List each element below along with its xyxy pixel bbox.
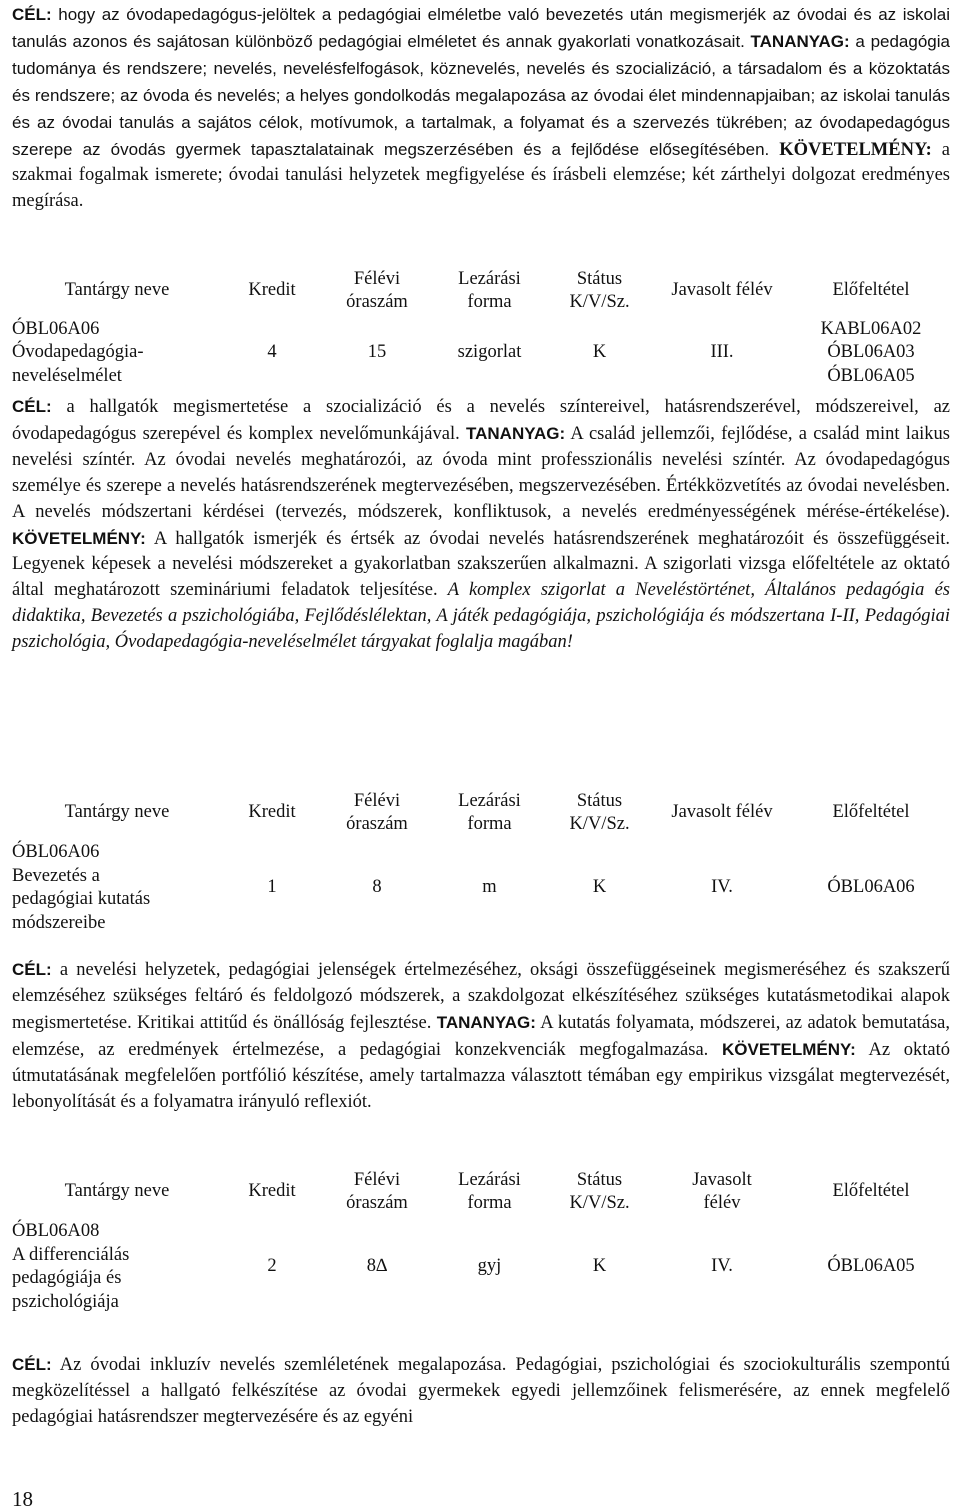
course-header-row: [12, 266, 950, 316]
header-forma: Lezárási forma: [458, 1169, 521, 1213]
cel-text: a hallgatók megismertetése a szocializáció és a nevelés színtereivel, hatásrendszerével, módszereivel, az óvodapedagógus szerepével és komplex nevelőmunkájával.: [12, 397, 950, 444]
course-oraszam: 8∆: [366, 1256, 388, 1277]
header-elofeltetel: Előfeltétel: [832, 280, 910, 301]
header-statusz: Státus K/V/Sz.: [569, 268, 630, 312]
header-felev: Javasolt félév: [692, 1169, 752, 1213]
header-oraszam: Félévi óraszám: [346, 268, 408, 312]
header-name: Tantárgy neve: [64, 802, 170, 823]
header-statusz: Státus K/V/Sz.: [569, 1169, 630, 1213]
header-felev: Javasolt félév: [671, 802, 773, 823]
course-header-row: [12, 1167, 950, 1217]
course-kredit: 4: [267, 342, 277, 363]
course-name-cell: [12, 1217, 222, 1317]
course-elofeltetel: ÓBL06A06: [827, 877, 915, 898]
header-elofeltetel: Előfeltétel: [832, 1181, 910, 1202]
course-name-line: módszereibe: [12, 912, 106, 933]
page-number: 18: [12, 1487, 33, 1511]
course-oraszam: 8: [372, 877, 382, 898]
header-forma: Lezárási forma: [458, 790, 521, 834]
intro-paragraph: [12, 2, 950, 215]
course-name-line: pedagógiai kutatás: [12, 889, 151, 909]
course-felev: III.: [710, 342, 734, 363]
header-forma: Lezárási forma: [458, 268, 521, 312]
course-3-description: [12, 1352, 950, 1431]
tananyag-label: TANANYAG:: [465, 423, 566, 443]
course-header-row: [12, 788, 950, 838]
header-oraszam: Félévi óraszám: [346, 1169, 408, 1213]
kovetelmeny-label: KÖVETELMÉNY:: [721, 1039, 856, 1059]
tananyag-label: TANANYAG:: [750, 31, 850, 51]
course-elofeltetel: KABL06A02 ÓBL06A03 ÓBL06A05: [820, 318, 922, 386]
cel-text: a nevelési helyzetek, pedagógiai jelenségek értelmezéséhez, oksági összefüggéseinek megismeréséhez és szakszerű elemzéséhez szükséges feltáró és feldolgozó módszerek, a szakdolgozat elkészítéséhez szükséges kutatásmetodikai alapok megismertetése. Kritikai attitűd és önállóság fejlesztése.: [12, 960, 950, 1033]
course-2-description: [12, 957, 950, 1115]
course-name-line: Bevezetés a: [12, 865, 100, 886]
kovetelmeny-text: Az oktató útmutatásának megfelelően portfólió készítése, amely tartalmazza választott témában egy empirikus vizsgálat megtervezését, lebonyolítását és a folyamatra irányuló reflexiót.: [12, 1039, 950, 1112]
header-kredit: Kredit: [248, 802, 296, 823]
course-felev: IV.: [711, 877, 733, 898]
course-forma: szigorlat: [457, 342, 522, 363]
cel-text: hogy az óvodapedagógus-jelöltek a pedagógiai elméletbe való bevezetés után megismerjék az óvodai és az iskolai tanulás azonos és sajátosan különböző pedagógiai elméletet és annak gyakorlati vonatkozásait.: [12, 5, 950, 51]
course-code: ÓBL06A06: [12, 842, 100, 862]
course-code: ÓBL06A06: [12, 318, 100, 339]
header-elofeltetel: Előfeltétel: [832, 802, 910, 823]
course-row: [12, 1217, 950, 1317]
course-statusz: K: [592, 1256, 607, 1277]
course-name-line: Óvodapedagógia-: [12, 342, 144, 363]
course-kredit: 2: [267, 1256, 277, 1277]
tananyag-text: a pedagógia tudománya és rendszere; nevelés, nevelésfelfogások, köznevelés, nevelés és szocializáció, a társadalom és a közoktatás és rendszere; az óvoda és nevelés; a helyes gondolkodás megalapozása az óvodai élet mindennapjaiban; az iskolai tanulás és az óvodai tanulás a sajátos célok, motívumok, a tartalmak, a folyamat és a szervezés tükrében; az óvodapedagógus szerepe az óvodás gyermek tapasztalatainak megszerzésében és a fejlődése elősegítésében.: [12, 31, 950, 159]
header-felev: Javasolt félév: [671, 280, 773, 301]
course-1-description: [12, 394, 950, 656]
kovetelmeny-label: KÖVETELMÉNY:: [779, 139, 932, 160]
header-name: Tantárgy neve: [64, 1181, 170, 1202]
header-kredit: Kredit: [248, 280, 296, 301]
cel-text: Az óvodai inkluzív nevelés szemléletének megalapozása. Pedagógiai, pszichológiai és szociokulturális szempontú megközelítéssel a hallgató felkészítése az óvodai gyermekek egyedi jellemzőinek felismerésére, az ennek megfelelő pedagógiai hatásrendszer megtervezésére és az egyéni: [12, 1355, 950, 1427]
course-table-1: [12, 266, 950, 390]
cel-label: CÉL:: [12, 960, 52, 979]
header-kredit: Kredit: [248, 1181, 296, 1202]
course-statusz: K: [592, 877, 607, 898]
header-name: Tantárgy neve: [64, 280, 170, 301]
course-forma: m: [482, 877, 497, 898]
course-oraszam: 15: [367, 342, 387, 363]
course-row: [12, 838, 950, 938]
kovetelmeny-text: A hallgatók ismerjék és értsék az óvodai nevelés hatásrendszerének meghatározóit és összefüggéseit. Legyenek képesek a nevelési módszereket a gyakorlatban szakszerűen alkalmazni. A szigorlati vizsga előfeltétele az oktató által meghatározott szemináriumi feladatok teljesítése.: [12, 528, 950, 601]
course-table-2: [12, 788, 950, 938]
kovetelmeny-text: a szakmai fogalmak ismerete; óvodai tanulási helyzetek megfigyelése és írásbeli elemzése; két zárthelyi dolgozat eredményes megírása.: [12, 139, 950, 212]
header-statusz: Státus K/V/Sz.: [569, 790, 630, 834]
tananyag-text: A kutatás folyamata, módszerei, az adatok bemutatása, elemzése, az eredmények értelmezése, a pedagógiai konzekvenciák megfogalmazása.: [12, 1012, 950, 1060]
course-name-line: neveléselmélet: [12, 365, 122, 386]
course-kredit: 1: [267, 877, 277, 898]
cel-label: CÉL:: [12, 1355, 52, 1374]
tananyag-text: A család jellemzői, fejlődése, a család mint laikus nevelési színtér. Az óvodai nevelés meghatározói, az óvoda mint professzionális nevelési színtér. Az óvodapedagógus személye és szerepe a nevelés hatásrendszerének megtervezésében, megszervezésében. Értékközvetítés az óvodai nevelésben. A nevelés módszertani kérdései (tervezés, módszerek, konfliktusok, a nevelés eredményességének mérése-értékelése).: [12, 423, 951, 522]
course-code: ÓBL06A08: [12, 1221, 100, 1241]
italic-note: A komplex szigorlat a Neveléstörténet, Általános pedagógia és didaktika, Bevezetés a pszichológiába, Fejlődéslélektan, A játék pedagógiája, pszichológiája és módszertana I-II, Pedagógiai pszichológia, Óvodapedagógia-neveléselmélet tárgyakat foglalja magában!: [12, 580, 950, 653]
header-oraszam: Félévi óraszám: [346, 790, 408, 834]
course-name-line: A differenciálás: [12, 1244, 130, 1265]
tananyag-label: TANANYAG:: [436, 1012, 536, 1032]
cel-label: CÉL:: [12, 397, 52, 416]
cel-label: CÉL:: [12, 5, 52, 24]
course-name-cell: [12, 316, 222, 390]
course-felev: IV.: [711, 1256, 733, 1277]
course-statusz: K: [592, 342, 607, 363]
course-name-cell: [12, 838, 222, 938]
kovetelmeny-label: KÖVETELMÉNY:: [12, 528, 146, 548]
course-forma: gyj: [477, 1256, 502, 1277]
course-elofeltetel: ÓBL06A05: [827, 1256, 915, 1277]
course-row: [12, 316, 950, 390]
course-table-3: [12, 1167, 950, 1317]
course-name-line: pedagógiája és: [12, 1268, 122, 1288]
course-name-line: pszichológiája: [12, 1291, 119, 1312]
